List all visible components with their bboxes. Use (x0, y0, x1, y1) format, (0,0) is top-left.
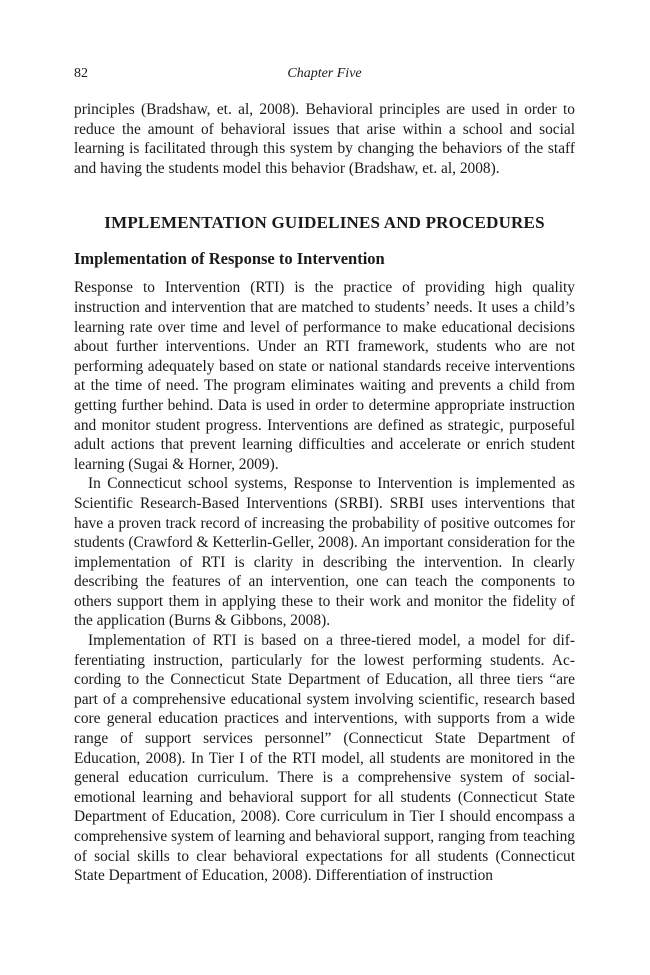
subheading: Implementation of Response to Intervention (74, 249, 385, 269)
page-number: 82 (74, 66, 88, 81)
paragraph-three-tiered-model: Implementation of RTI is based on a three-tiered model, a model for differentiating instruction, particularly for the lowest performing students. According to the Connecticut State Department of Education, all three tiers “are part of a comprehensive educational system involving scientific, research based core general education practices and interventions, with supports from a wide range of support services personnel” (Connecticut State Department of Education, 2008). In Tier I of the RTI model, all students are monitored in the general education curriculum. There is a comprehensive system of social-emotional learning and behavioral support for all students (Connecticut State Department of Education, 2008). Core curriculum in Tier I should encompass a comprehensive system of learning and behavioral support, ranging from teaching of social skills to clear behavioral expectations for all students (Connecticut State Department of Education, 2008). Differentiation of instruction (74, 632, 575, 885)
book-page (74, 62, 575, 886)
chapter-title: Chapter Five (287, 66, 362, 81)
paragraph-connecticut-srbi: In Connecticut school systems, Response to Intervention is implemented as Scientific Research-Based Interventions (SRBI). SRBI uses interventions that have a proven track record of increasing the probability of positive outcomes for students (Crawford & Ketterlin-Geller, 2008). An important consideration for the implementation of RTI is clarity in describing the intervention. In clearly describing the features of an intervention, one can teach the components to others support them in applying these to their work and monitor the fidelity of the application (Burns & Gibbons, 2008). (74, 475, 575, 630)
paragraph-rti-definition: Response to Intervention (RTI) is the practice of providing high quality instruction and intervention that are matched to students’ needs. It uses a child’s learning rate over time and level of performance to make educational decisions about further interventions. Under an RTI framework, students who are not performing adequately based on state or national standards receive interventions at the time of need. The program eliminates waiting and prevents a child from getting further behind. Data is used in order to determine appropriate instruction and monitor student progress. Interventions are defined as strategic, purposeful adult actions that prevent learning difficulties and accelerate or enrich student learning (Sugai & Horner, 2009). (74, 279, 575, 473)
section-heading: IMPLEMENTATION GUIDELINES AND PROCEDURES (104, 213, 545, 233)
body-text (74, 100, 575, 886)
running-header (74, 62, 575, 88)
intro-paragraph: principles (Bradshaw, et. al, 2008). Behavioral principles are used in order to reduce the amount of behavioral issues that arise within a school and social learning is facilitated through this system by changing the behaviors of the staff and having the students model this behavior (Bradshaw, et. al, 2008). (74, 101, 575, 177)
